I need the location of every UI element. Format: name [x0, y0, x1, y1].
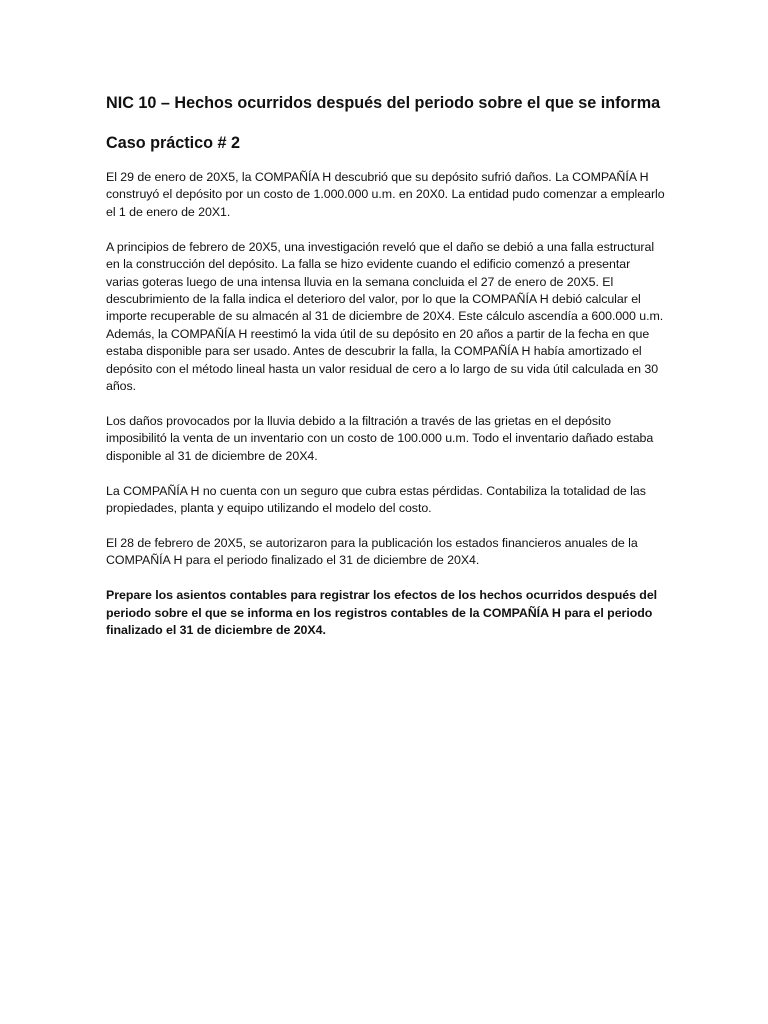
paragraph-authorization: El 28 de febrero de 20X5, se autorizaron para la publicación los estados financieros anuales de la COMPAÑÍA H para el periodo finalizado el 31 de diciembre de 20X4. [106, 535, 638, 568]
document-title: NIC 10 – Hechos ocurridos después del periodo sobre el que se informa [106, 94, 661, 112]
instruction-paragraph: Prepare los asientos contables para registrar los efectos de los hechos ocurridos después del periodo sobre el que se informa en los registros contables de la COMPAÑÍA H para el periodo finalizado el 31 de diciembre de 20X4. [106, 588, 658, 638]
case-title: Caso práctico # 2 [106, 134, 241, 152]
paragraph-discovery: El 29 de enero de 20X5, la COMPAÑÍA H descubrió que su depósito sufrió daños. La COMPAÑÍA H construyó el depósito por un costo de 1.000.000 u.m. en 20X0. La entidad pudo comenzar a emplearlo el 1 de enero de 20X1. [106, 170, 665, 219]
paragraph-inventory-damage: Los daños provocados por la lluvia debido a la filtración a través de las grietas en el depósito imposibilitó la venta de un inventario con un costo de 100.000 u.m. Todo el inventario dañado estaba disponible al 31 de diciembre de 20X4. [106, 413, 654, 463]
paragraph-insurance: La COMPAÑÍA H no cuenta con un seguro que cubra estas pérdidas. Contabiliza la totalidad de las propiedades, planta y equipo utilizando el modelo del costo. [106, 483, 646, 515]
paragraph-investigation: A principios de febrero de 20X5, una investigación reveló que el daño se debió a una falla estructural en la construcción del depósito. La falla se hizo evidente cuando el edificio comenzó a presentar varias goteras luego de una intensa lluvia en la semana concluida el 27 de enero de 20X5. El descubrimiento de la falla indica el deterioro del valor, por lo que la COMPAÑÍA H debió calcular el importe recuperable de su almacén al 31 de diciembre de 20X4. Este cálculo ascendía a 600.000 u.m. Además, la COMPAÑÍA H reestimó la vida útil de su depósito en 20 años a partir de la fecha en que estaba disponible para ser usado. Antes de descubrir la falla, la COMPAÑÍA H había amortizado el depósito con el método lineal hasta un valor residual de cero a lo largo de su vida útil calculada en 30 años. [106, 239, 664, 393]
document-body [106, 92, 666, 657]
